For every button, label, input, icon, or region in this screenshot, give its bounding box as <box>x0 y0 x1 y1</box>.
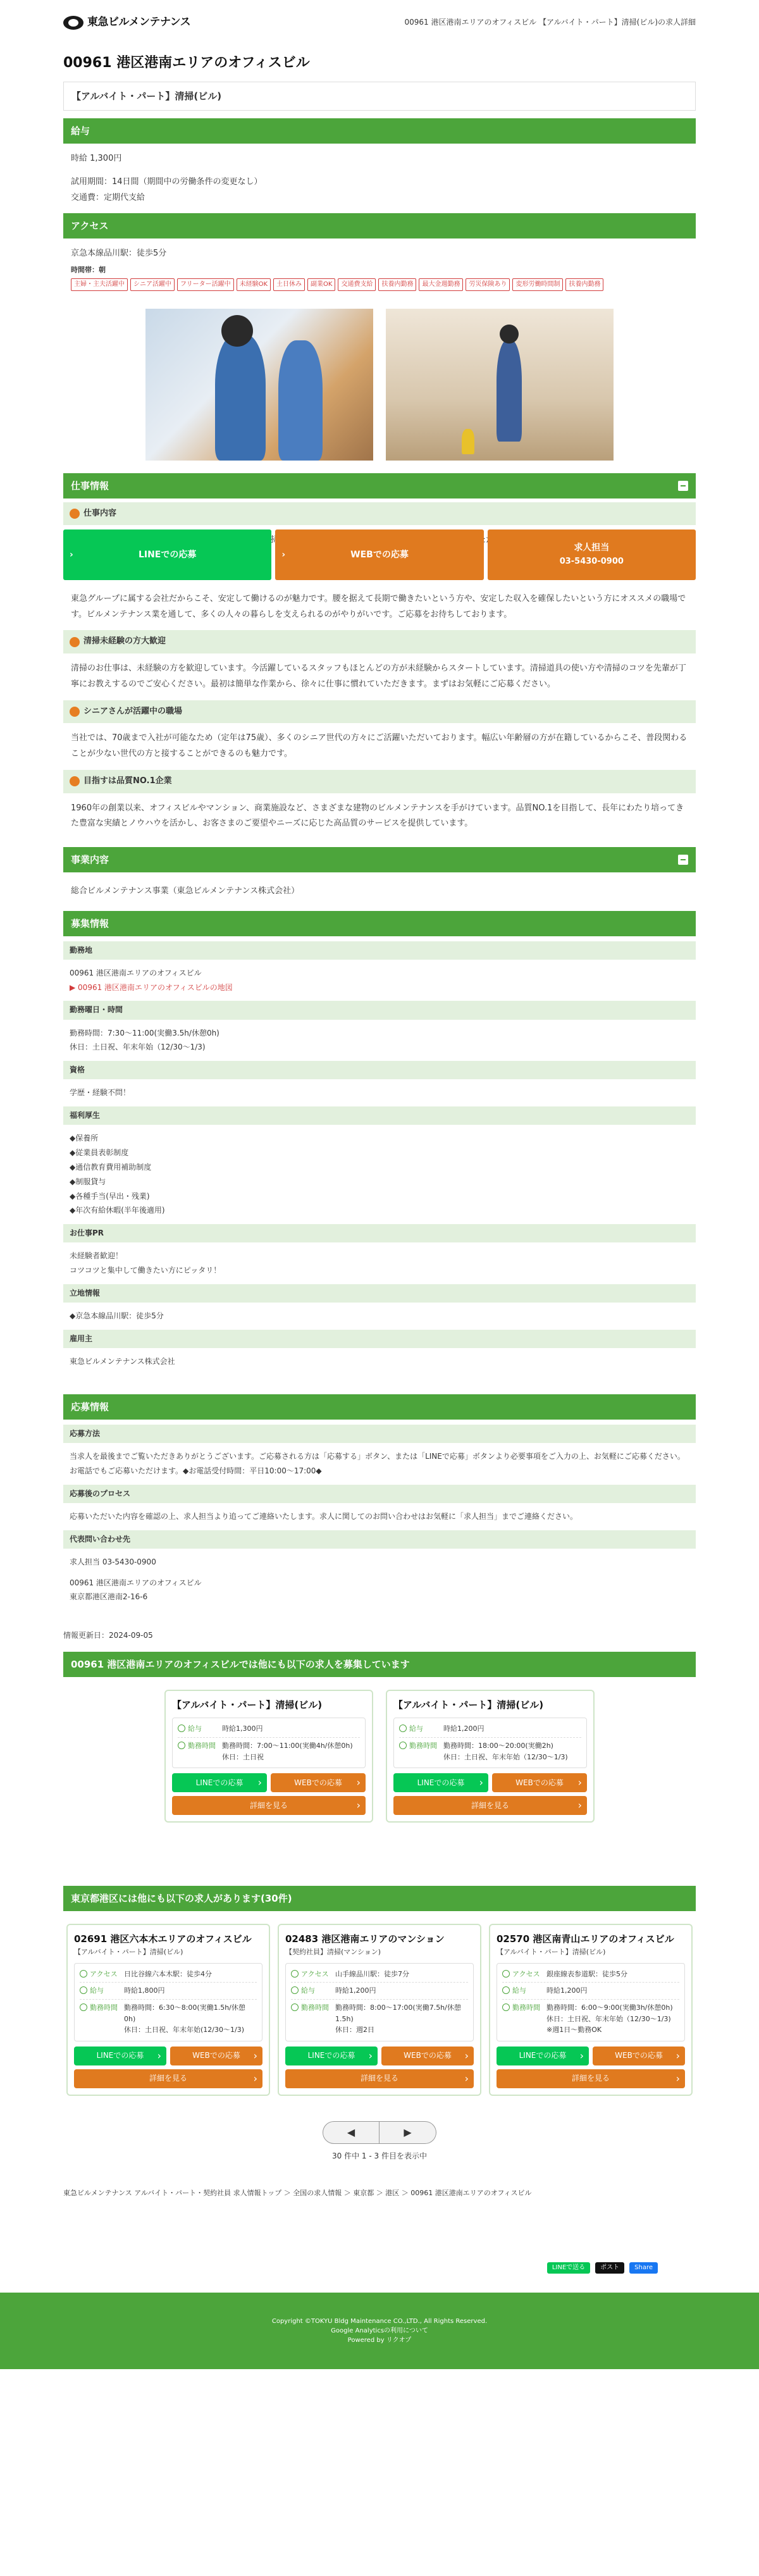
site-footer <box>0 2293 759 2369</box>
tag-list <box>63 278 696 296</box>
card-info-line: 時給1,200円 <box>546 1986 588 1995</box>
card-info-label-text: 勤務時間 <box>90 2003 118 2012</box>
card-info-label-text: 勤務時間 <box>409 1741 437 1750</box>
card-web-apply-button[interactable]: WEBでの応募 › <box>381 2047 474 2065</box>
card-info-value <box>124 1985 165 1997</box>
card-info-label-text: 給与 <box>512 1986 526 1995</box>
yen-icon <box>399 1725 407 1732</box>
card-info-label-text: 給与 <box>301 1986 315 1995</box>
card-info-line: 休日：土日祝 <box>222 1752 264 1761</box>
business-text: 総合ビルメンテナンス事業（東急ビルメンテナンス株式会社） <box>71 886 300 896</box>
card-web-apply-button[interactable]: WEBでの応募 › <box>170 2047 262 2065</box>
card-detail-button[interactable]: 詳細を見る › <box>172 1796 366 1815</box>
card-info-row <box>80 2000 257 2038</box>
work-heading[interactable]: 仕事情報 <box>63 473 696 498</box>
feature-tag: 未経験OK <box>237 278 271 291</box>
card-info-row <box>399 1721 581 1738</box>
card-info-label-text: 給与 <box>409 1725 423 1733</box>
yen-icon <box>291 1986 299 1994</box>
card-info-value <box>335 1969 409 1980</box>
card-info-label <box>80 2002 124 2036</box>
contact-value: 求人担当 03-5430-0900 00961 港区港南エリアのオフィスビル 東京都港区港南2-16-6 <box>70 1557 202 1602</box>
card-title: 02483 港区港南エリアのマンション <box>285 1933 445 1945</box>
copyright: Copyright ©TOKYU Bldg Maintenance CO.,LTD., All Rights Reserved. <box>271 2317 488 2325</box>
card-info-value <box>124 1969 212 1980</box>
card-info-row <box>291 2000 468 2038</box>
card-info-row <box>291 1983 468 2000</box>
feature-tag: 扶養内勤務 <box>378 278 416 291</box>
bullet-icon <box>70 509 80 519</box>
card-info-label <box>502 1985 546 1997</box>
card-info-label <box>80 1985 124 1997</box>
card-info-line: 勤務時間：6:00〜9:00(実働3h/休憩0h) <box>546 2003 673 2012</box>
powered-by: Powered by リクオプ <box>347 2336 412 2344</box>
clock-icon <box>502 2003 510 2011</box>
card-info-label-text: 給与 <box>188 1725 202 1733</box>
card-line-apply-button[interactable]: LINEでの応募 › <box>285 2047 378 2065</box>
train-icon <box>80 1970 87 1978</box>
card-info-value <box>546 1969 627 1980</box>
card-info-label <box>178 1723 222 1735</box>
yen-icon <box>80 1986 87 1994</box>
yen-icon <box>178 1725 185 1732</box>
card-info-label <box>399 1740 443 1762</box>
other-here-cards <box>63 1677 696 1835</box>
train-icon <box>502 1970 510 1978</box>
other-area-cards <box>63 1911 696 2108</box>
card-info-label-text: アクセス <box>512 1969 540 1978</box>
process-label: 応募後のプロセス <box>63 1485 696 1503</box>
benefits-label: 福利厚生 <box>63 1106 696 1125</box>
feature-tag: 最大金週勤務 <box>419 278 463 291</box>
card-info-line: 日比谷線六本木駅：徒歩4分 <box>124 1969 212 1978</box>
next-page-button[interactable]: ▶ <box>379 2121 436 2144</box>
section-text-beginner: 清掃のお仕事は、未経験の方を歓迎しています。今活躍しているスタッフもほとんどの方が未経験からスタートしています。清掃道具の使い方や清掃のコツを先輩が丁寧にお教えするのでご安心ください。最初は簡単な作業から、徐々に仕事に慣れていただきます。まずはお気軽にご応募ください。 <box>71 664 686 689</box>
access-heading: アクセス <box>63 213 696 238</box>
card-info-row <box>399 1738 581 1765</box>
card-info-label <box>178 1740 222 1762</box>
card-subtitle: 【契約社員】清掃(マンション) <box>285 1948 381 1957</box>
card-info-line: 勤務時間：7:00〜11:00(実働4h/休憩0h) <box>222 1741 353 1750</box>
benefit-item: ◆各種手当(早出・残業) <box>70 1191 150 1201</box>
employer-value: 東急ビルメンテナンス株式会社 <box>70 1357 175 1366</box>
card-line-apply-button[interactable]: LINEでの応募 › <box>497 2047 589 2065</box>
card-subtitle: 【アルバイト・パート】清掃(ビル) <box>74 1948 183 1957</box>
card-info-value <box>546 2002 673 2036</box>
card-detail-button[interactable]: 詳細を見る › <box>393 1796 587 1815</box>
clock-icon <box>291 2003 299 2011</box>
logo-icon <box>63 16 83 30</box>
card-info <box>285 1963 474 2041</box>
pagination <box>63 2121 696 2144</box>
feature-tag: 扶養内勤務 <box>565 278 603 291</box>
card-info-label-text: 勤務時間 <box>512 2003 540 2012</box>
qualification-value: 学歴・経験不問！ <box>70 1088 131 1098</box>
card-apply-buttons <box>285 2047 474 2065</box>
card-info-value <box>124 2002 257 2036</box>
card-title: 【アルバイト・パート】清掃(ビル) <box>393 1699 544 1711</box>
feature-tag: 主婦・主夫活躍中 <box>71 278 128 291</box>
job-type: 【アルバイト・パート】清掃(ビル) <box>63 82 696 111</box>
feature-tag: 交通費支給 <box>338 278 376 291</box>
card-info-label-text: アクセス <box>90 1969 118 1978</box>
job-card <box>489 1924 693 2096</box>
yen-icon <box>502 1986 510 1994</box>
card-info-row <box>80 1983 257 2000</box>
salary-info <box>63 144 696 213</box>
section-title-quality: 目指すは品質NO.1企業 <box>63 770 696 793</box>
arrow-icon: › <box>281 549 286 560</box>
line-apply-button[interactable]: › LINEでの応募 <box>63 529 271 580</box>
card-title: 02691 港区六本木エリアのオフィスビル <box>74 1933 252 1945</box>
card-info-value <box>546 1985 588 1997</box>
card-title: 02570 港区南青山エリアのオフィスビル <box>497 1933 674 1945</box>
feature-tag: 労災保険あり <box>466 278 510 291</box>
card-apply-buttons <box>172 1773 366 1792</box>
updated-date: 情報更新日：2024-09-05 <box>63 1631 153 1640</box>
time-slot: 時間帯：朝 <box>71 265 106 274</box>
job-card <box>164 1690 373 1823</box>
card-apply-buttons <box>497 2047 685 2065</box>
section-text-senior: 当社では、70歳まで入社が可能なため（定年は75歳）、多くのシニア世代の方々にご活躍いただいております。幅広い年齢層の方が在籍しているからこそ、普段関わることが少ない世代の方と接することができるのも魅力です。 <box>71 733 688 759</box>
days-value: 勤務時間：7:30〜11:00(実働3.5h/休憩0h) 休日：土日祝、年末年始（12/30〜1/3) <box>70 1028 219 1052</box>
facebook-share-button[interactable]: Share <box>629 2262 658 2274</box>
card-info-value <box>443 1740 568 1762</box>
card-info-line: 銀座線表参道駅：徒歩5分 <box>546 1969 627 1978</box>
days-label: 勤務曜日・時間 <box>63 1001 696 1019</box>
benefit-item: ◆制服貸与 <box>70 1177 106 1186</box>
card-info-label <box>291 2002 335 2036</box>
bullet-icon <box>70 707 80 717</box>
employer-label: 雇用主 <box>63 1330 696 1348</box>
transport: 交通費：定期代支給 <box>71 192 145 202</box>
staff-photo-hallway <box>386 309 614 461</box>
card-line-apply-button[interactable]: LINEでの応募 › <box>172 1773 267 1792</box>
card-info-label-text: アクセス <box>301 1969 329 1978</box>
photo-gallery <box>63 296 696 473</box>
method-label: 応募方法 <box>63 1425 696 1443</box>
card-title: 【アルバイト・パート】清掃(ビル) <box>172 1699 323 1711</box>
card-info-value <box>335 2002 468 2036</box>
card-info-line: 時給1,800円 <box>124 1986 165 1995</box>
ga-link[interactable]: Google Analyticsの利用について <box>331 2327 428 2334</box>
card-info-value <box>222 1723 263 1735</box>
card-web-apply-button[interactable]: WEBでの応募 › <box>593 2047 685 2065</box>
section-title-senior: シニアさんが活躍中の職場 <box>63 700 696 724</box>
wage: 時給 1,300円 <box>71 154 122 164</box>
card-info-value <box>335 1985 376 1997</box>
recruit-heading: 募集情報 <box>63 911 696 936</box>
card-subtitle: 【アルバイト・パート】清掃(ビル) <box>497 1948 606 1957</box>
site-header <box>63 0 696 46</box>
card-info-line: 勤務時間：18:00〜20:00(実働2h) <box>443 1741 553 1750</box>
job-card <box>278 1924 481 2096</box>
access-station: 京急本線品川駅：徒歩5分 <box>71 249 167 259</box>
feature-tag: 副業OK <box>307 278 335 291</box>
card-info-line: 山手線品川駅：徒歩7分 <box>335 1969 409 1978</box>
card-info-row <box>291 1966 468 1983</box>
card-detail-button[interactable]: 詳細を見る › <box>74 2069 262 2088</box>
header-title: 00961 港区港南エリアのオフィスビル 【アルバイト・パート】清掃(ビル)の求人詳細 <box>404 18 696 27</box>
card-info-line: ※週1日〜勤務OK <box>546 2026 602 2034</box>
card-info-label-text: 勤務時間 <box>188 1741 216 1750</box>
card-line-apply-button[interactable]: LINEでの応募 › <box>74 2047 166 2065</box>
card-detail-button[interactable]: 詳細を見る › <box>285 2069 474 2088</box>
section-title-beginner: 清掃未経験の方大歓迎 <box>63 630 696 653</box>
card-web-apply-button[interactable]: WEBでの応募 › <box>492 1773 587 1792</box>
contact-label: 代表問い合わせ先 <box>63 1530 696 1549</box>
collapse-icon[interactable] <box>678 855 688 865</box>
card-line-apply-button[interactable]: LINEでの応募 › <box>393 1773 488 1792</box>
job-card <box>66 1924 270 2096</box>
card-info-line: 時給1,200円 <box>335 1986 376 1995</box>
apply-heading: 応募情報 <box>63 1394 696 1420</box>
card-info <box>393 1718 587 1768</box>
card-info-row <box>178 1721 360 1738</box>
apply-cta-bar <box>63 529 696 580</box>
card-info-line: 休日：土日祝、年末年始（12/30〜1/3) <box>443 1752 568 1761</box>
benefits-list <box>63 1125 696 1224</box>
benefit-item: ◆通信教育費用補助制度 <box>70 1162 152 1172</box>
benefit-item: ◆年次有給休暇(半年後適用) <box>70 1206 165 1215</box>
station-value: ◆京急本線品川駅：徒歩5分 <box>70 1311 164 1321</box>
card-info-line: 休日：土日祝、年末年始(12/30〜1/3) <box>124 2026 244 2034</box>
clock-icon <box>80 2003 87 2011</box>
card-info-line: 勤務時間：6:30〜8:00(実働1.5h/休憩0h) <box>124 2003 245 2023</box>
pagination-text: 30 件中 1 - 3 件目を表示中 <box>332 2151 427 2160</box>
web-apply-button[interactable]: › WEBでの応募 <box>275 529 483 580</box>
card-info-row <box>502 2000 679 2038</box>
location-label: 勤務地 <box>63 941 696 960</box>
card-info-label <box>502 2002 546 2036</box>
feature-tag: シニア活躍中 <box>130 278 175 291</box>
share-buttons <box>63 2262 658 2274</box>
other-area-heading: 東京都港区には他にも以下の求人があります(30件) <box>63 1886 696 1911</box>
logo-text: 東急ビルメンテナンス <box>87 16 191 29</box>
station-label: 立地情報 <box>63 1284 696 1303</box>
work-intro: 東急グループに属する会社だからこそ、安定して働けるのが魅力です。腰を据えて長期で働きたいという方や、安定した収入を確保したいという方にオススメの職場です。ビルメンテナンス業を通して、多くの人々の暮らしを支えられるのがやりがいです。ご応募をお待ちしております。 <box>71 594 686 619</box>
prev-page-button[interactable]: ◀ <box>323 2121 379 2144</box>
card-info <box>172 1718 366 1768</box>
card-info-label-text: 勤務時間 <box>301 2003 329 2012</box>
card-info-row <box>178 1738 360 1765</box>
card-info-row <box>502 1966 679 1983</box>
card-info-label <box>291 1969 335 1980</box>
clock-icon <box>178 1742 185 1749</box>
trial-period: 試用期間：14日間（期間中の労働条件の変更なし） <box>71 176 262 187</box>
card-info-line: 時給1,200円 <box>443 1725 484 1733</box>
collapse-icon[interactable] <box>678 481 688 491</box>
card-info-row <box>502 1983 679 2000</box>
business-heading[interactable]: 事業内容 <box>63 847 696 872</box>
card-info-line: 休日：週2日 <box>335 2026 374 2034</box>
card-info-value <box>443 1723 484 1735</box>
card-info-line: 時給1,300円 <box>222 1725 263 1733</box>
card-info-value <box>222 1740 353 1762</box>
work-content-title: 仕事内容 <box>63 502 696 526</box>
qualification-label: 資格 <box>63 1061 696 1079</box>
salary-heading: 給与 <box>63 118 696 144</box>
arrow-icon: › <box>70 549 73 560</box>
card-info-label <box>502 1969 546 1980</box>
feature-tag: フリーター活躍中 <box>177 278 234 291</box>
method-value: 当求人を最後までご覧いただきありがとうございます。ご応募される方は「応募する」ボタン、または「LINEで応募」ボタンより必要事項をご入力の上、お気軽にご応募ください。お電話でもご応募いただけます。◆お電話受付時間：平日10:00〜17:00◆ <box>70 1452 685 1475</box>
staff-photo-window <box>145 309 373 461</box>
page-title: 00961 港区港南エリアのオフィスビル <box>63 55 310 71</box>
card-info-line: 休日：土日祝、年末年始（12/30〜1/3) <box>546 2014 671 2023</box>
card-info-label-text: 給与 <box>90 1986 104 1995</box>
location-value: 00961 港区港南エリアのオフィスビル ▶ 00961 港区港南エリアのオフィスビルの地図 <box>70 968 233 992</box>
line-share-button[interactable]: LINEで送る <box>547 2262 590 2274</box>
process-value: 応募いただいた内容を確認の上、求人担当より追ってご連絡いたします。求人に関してのお問い合わせはお気軽に「求人担当」までご連絡ください。 <box>70 1511 578 1521</box>
card-web-apply-button[interactable]: WEBでの応募 › <box>271 1773 366 1792</box>
train-icon <box>291 1970 299 1978</box>
map-link[interactable]: ▶ 00961 港区港南エリアのオフィスビルの地図 <box>70 982 233 992</box>
card-apply-buttons <box>393 1773 587 1792</box>
logo[interactable] <box>63 14 190 31</box>
phone-apply-button[interactable]: 求人担当 03-5430-0900 <box>488 529 696 580</box>
pr-value: 未経験者歓迎！ コツコツと集中して働きたい方にピッタリ！ <box>70 1251 221 1275</box>
card-detail-button[interactable]: 詳細を見る › <box>497 2069 685 2088</box>
feature-tag: 変形労働時間制 <box>512 278 563 291</box>
benefit-item: ◆保養所 <box>70 1134 99 1143</box>
card-info-label <box>80 1969 124 1980</box>
card-info-label <box>291 1985 335 1997</box>
card-info <box>497 1963 685 2041</box>
feature-tag: 土日休み <box>273 278 305 291</box>
job-card <box>386 1690 595 1823</box>
clock-icon <box>399 1742 407 1749</box>
card-info <box>74 1963 262 2041</box>
card-info-line: 勤務時間：8:00〜17:00(実働7.5h/休憩1.5h) <box>335 2003 461 2023</box>
x-share-button[interactable]: ポスト <box>595 2262 624 2274</box>
card-info-row <box>80 1966 257 1983</box>
card-info-label <box>399 1723 443 1735</box>
card-apply-buttons <box>74 2047 262 2065</box>
pr-label: お仕事PR <box>63 1224 696 1242</box>
benefit-item: ◆従業員表彰制度 <box>70 1148 129 1158</box>
section-text-quality: 1960年の創業以来、オフィスビルやマンション、商業施設など、さまざまな建物のビルメンテナンスを手がけています。品質NO.1を目指して、長年にわたり培ってきた豊富な実績とノウハウを活かし、お客さまのご要望やニーズに応じた高品質のサービスを提供しています。 <box>71 803 684 829</box>
bullet-icon <box>70 776 80 786</box>
breadcrumb[interactable]: 東急ビルメンテナンス アルバイト・パート・契約社員 求人情報トップ ＞ 全国の求人情報 ＞ 東京都 ＞ 港区 ＞ 00961 港区港南エリアのオフィスビル <box>63 2188 532 2197</box>
other-here-heading: 00961 港区港南エリアのオフィスビルでは他にも以下の求人を募集しています <box>63 1652 696 1677</box>
bullet-icon <box>70 637 80 647</box>
